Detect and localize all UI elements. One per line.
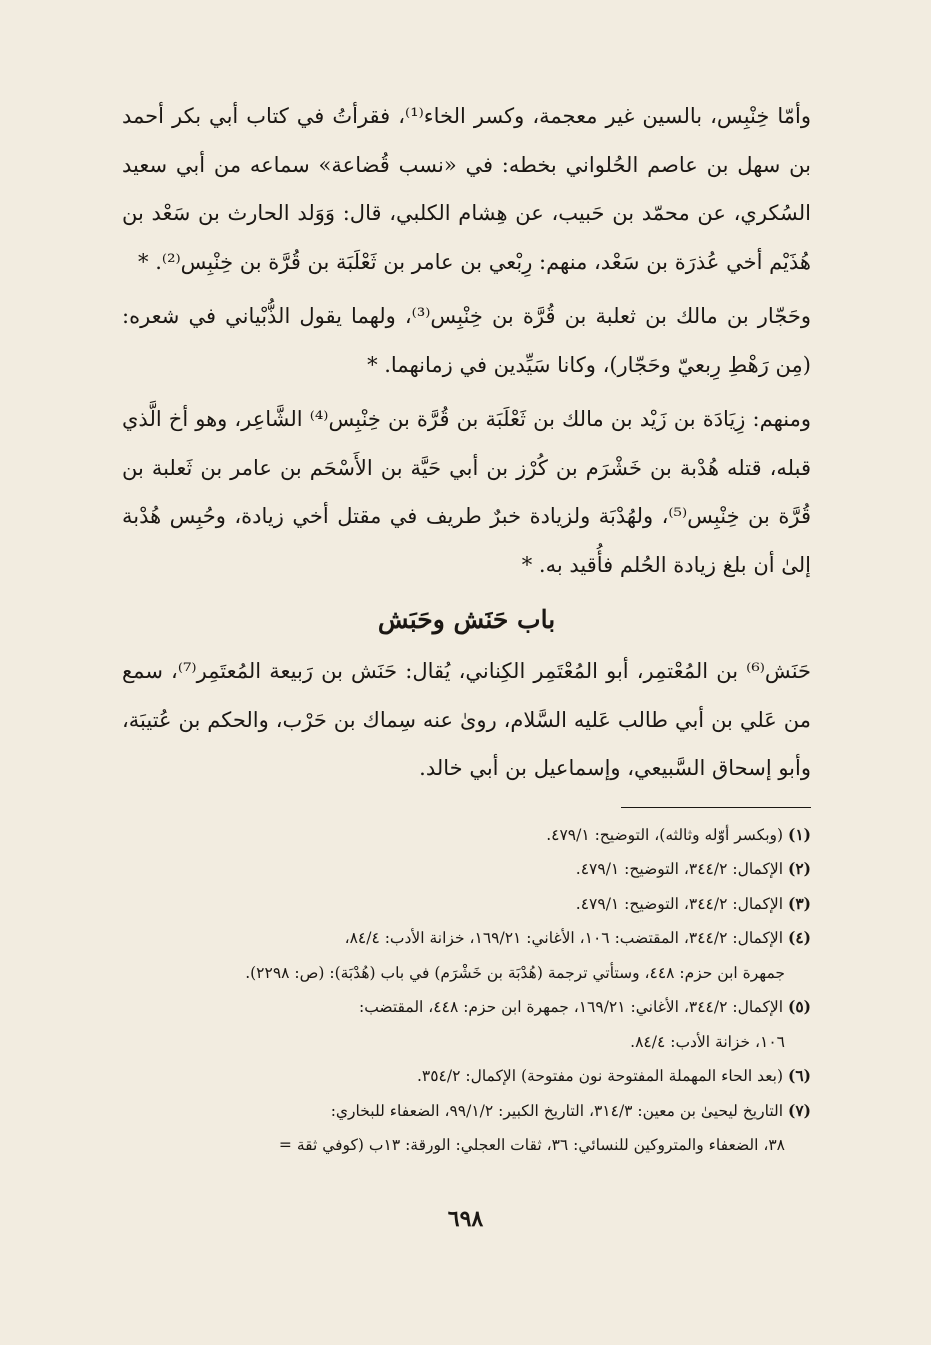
footnote-text: الإكمال: ٣٤٤/٢، التوضيح: ٤٧٩/١. (575, 894, 784, 913)
footnote-text: الإكمال: ٣٤٤/٢، التوضيح: ٤٧٩/١. (575, 860, 784, 878)
footnote-3 (122, 887, 811, 922)
footnote-text: التاريخ ليحيىٰ بن معين: ٣١٤/٣، التاريخ الكبير: ٩٩/١/٢، الضعفاء للبخاري: (330, 1101, 784, 1120)
footnote-number: (٣) (787, 893, 811, 913)
footnote-number: (٦) (787, 1066, 811, 1085)
footnote-text: الإكمال: ٣٤٤/٢، المقتضب: ١٠٦، الأغاني: ١٦٩/٢١، خزانة الأدب: ٨٤/٤، (344, 929, 784, 947)
footnote-divider (621, 807, 811, 808)
footnote-7 (122, 1094, 811, 1129)
footnote-number: (٢) (787, 859, 811, 878)
footnote-4-continued (122, 956, 811, 991)
paragraph-1: وأمّا خِنْبِس، بالسين غير معجمة، وكسر الخاء⁽¹⁾، فقرأتُ في كتاب أبي بكر أحمد بن سهل بن عاصم الحُلواني بخطه: في «نسب قُضاعة» سماعه من أبي سعيد السُكري، عن محمّد بن حَبيب، عن هِشام الكلبي، قال: وَوَلد الحارث بن سَعْد بن هُذَيْم أخي عُذرَة بن سَعْد، منهم: رِبْعي بن عامر بن ثَعْلَبَة بن قُرَّة بن خِنْبِس⁽²⁾. * (122, 104, 811, 274)
footnote-number: (٥) (787, 997, 811, 1016)
section-paragraph: حَنَش⁽⁶⁾ بن المُعْتمِر، أبو المُعْتَمِر الكِناني، يُقال: حَنَش بن رَبيعة المُعتَمِر⁽⁷⁾، سمع من عَلي بن أبي طالب عَليه السَّلام، روىٰ عنه سِماك بن حَرْب، والحكم بن عُتيبَة، وأبو إسحاق السَّبيعي، وإسماعيل بن أبي خالد. (122, 659, 812, 780)
footnote-2 (122, 852, 811, 887)
footnote-7-continued (122, 1128, 811, 1163)
footnote-6 (122, 1059, 811, 1094)
footnote-text: ٣٨، الضعفاء والمتروكين للنسائي: ٣٦، ثقات العجلي: الورقة: ١٣ب (كوفي ثقة = (278, 1136, 785, 1154)
footnote-5 (122, 990, 811, 1025)
paragraph-3: ومنهم: زِيَادَة بن زَيْد بن مالك بن ثَعْلَبَة بن قُرَّة بن خِنْبِس⁽⁴⁾ الشَّاعِر، وهو أخ الَّذي قبله، قتله هُدْبة بن خَشْرَم بن كُرْز بن أبي حَيَّة بن الأَسْحَم بن عامر بن ثَعلبة بن قُرَّة بن خِنْبِس⁽⁵⁾، ولهُدْبَة ولزيادة خبرٌ طريف في مقتل أخي زيادة، وحُبِس هُدْبة إلىٰ أن بلغ زيادة الحُلم فأُقيد به. * (122, 407, 811, 577)
footnote-text: (وبكسر أوّله وثالثه)، التوضيح: ٤٧٩/١. (546, 825, 784, 844)
page-number: ٦٩٨ (447, 1206, 484, 1232)
paragraph-2: وحَجّار بن مالك بن ثعلبة بن قُرَّة بن خِنْبِس⁽³⁾، ولهما يقول الذُّبْياني في شعره: (مِن رَهْطِ رِبعيّ وحَجّار)، وكانا سَيِّدين في زمانهما. * (122, 304, 811, 377)
footnote-text: ١٠٦، خزانة الأدب: ٨٤/٤. (630, 1032, 785, 1051)
main-text (122, 92, 811, 793)
footnote-text: جمهرة ابن حزم: ٤٤٨، وستأتي ترجمة (هُدْبَة بن خَشْرَم) في باب (هُدْبَة): (ص: ٢٢٩٨). (245, 963, 785, 982)
footnote-1 (122, 818, 811, 853)
footnote-text: (بعد الحاء المهملة المفتوحة نون مفتوحة) الإكمال: ٣٥٤/٢. (416, 1067, 784, 1085)
footnotes (122, 818, 811, 1163)
footnote-text: الإكمال: ٣٤٤/٢، الأغاني: ١٦٩/٢١، جمهرة ابن حزم: ٤٤٨، المقتضب: (358, 998, 784, 1016)
footnote-number: (٤) (787, 928, 811, 947)
footnote-number: (١) (787, 824, 811, 844)
footnote-5-continued (122, 1025, 811, 1060)
footnote-4 (122, 921, 811, 956)
section-title: باب حَنَش وحَبَش (377, 605, 556, 634)
footnote-number: (٧) (787, 1100, 811, 1120)
